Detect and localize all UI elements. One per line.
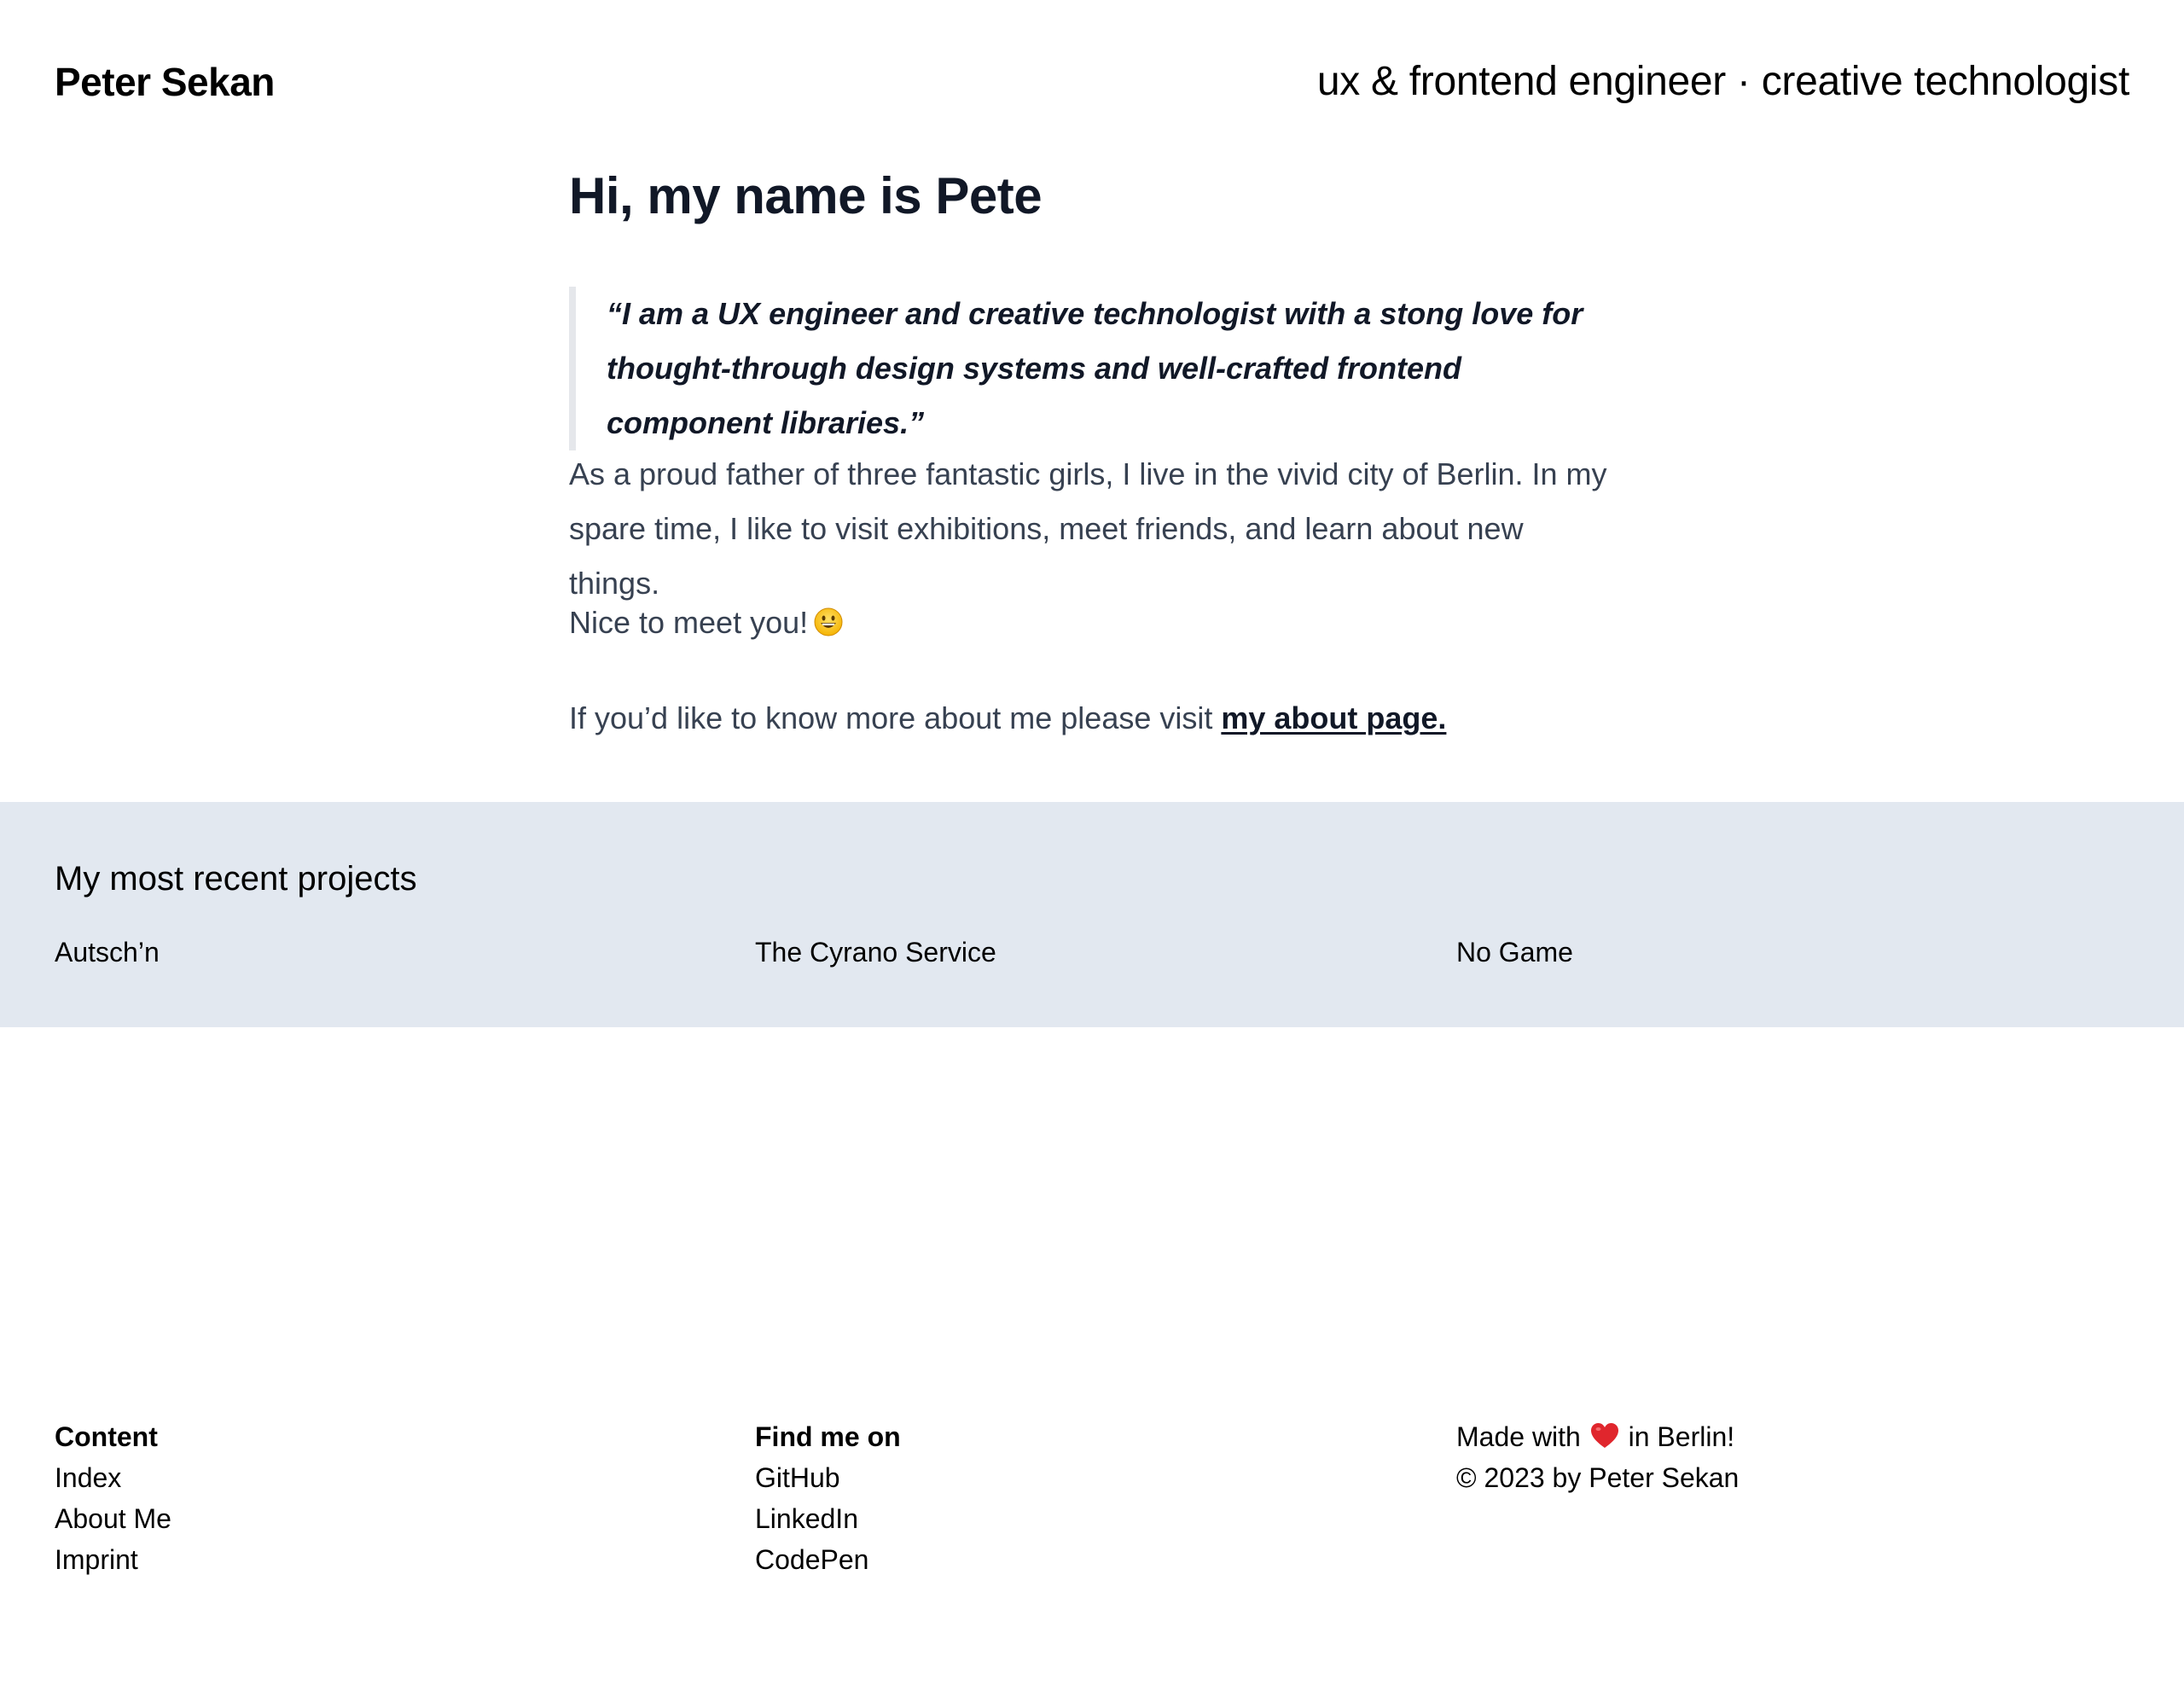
footer-find-me-column: [755, 1416, 901, 1580]
projects-heading: My most recent projects: [55, 860, 417, 898]
about-page-link[interactable]: my about page.: [1221, 700, 1447, 735]
about-paragraph-text: If you’d like to know more about me please visit: [569, 700, 1222, 735]
footer-find-me-heading: Find me on: [755, 1421, 901, 1452]
grinning-face-icon: [813, 607, 844, 637]
footer-link-codepen[interactable]: CodePen: [755, 1544, 869, 1575]
intro-quote: “I am a UX engineer and creative technologist with a stong love for thought-through design systems and well-crafted frontend component libraries.”: [569, 287, 1618, 450]
site-footer: [0, 1416, 2184, 1587]
about-paragraph: [569, 691, 1618, 746]
project-link-autschn[interactable]: Autsch’n: [55, 937, 160, 968]
site-title-link[interactable]: Peter Sekan: [55, 60, 275, 104]
greeting-paragraph: [569, 596, 1618, 650]
project-link-cyrano-service[interactable]: The Cyrano Service: [755, 937, 996, 968]
project-link-no-game[interactable]: No Game: [1456, 937, 1573, 968]
intro-section: [569, 162, 1618, 735]
footer-content-column: [55, 1416, 171, 1580]
footer-content-heading: Content: [55, 1421, 158, 1452]
made-with-suffix: in Berlin!: [1628, 1421, 1735, 1452]
footer-credits-column: [1456, 1416, 1739, 1498]
site-tagline: ux & frontend engineer · creative technologist: [1316, 59, 2129, 104]
intro-paragraph: As a proud father of three fantastic girls, I live in the vivid city of Berlin. In my spare time, I like to visit exhibitions, meet friends, and learn about new things.: [569, 456, 1607, 601]
site-header: [0, 0, 2184, 162]
greeting-text: Nice to meet you!: [569, 605, 809, 640]
footer-link-about-me[interactable]: About Me: [55, 1503, 171, 1534]
projects-section: [0, 802, 2184, 1027]
made-with-prefix: Made with: [1456, 1421, 1581, 1452]
footer-link-imprint[interactable]: Imprint: [55, 1544, 138, 1575]
made-with-line: [1456, 1416, 1739, 1457]
heart-icon: [1590, 1422, 1619, 1450]
footer-link-index[interactable]: Index: [55, 1462, 122, 1493]
footer-link-linkedin[interactable]: LinkedIn: [755, 1503, 858, 1534]
footer-link-github[interactable]: GitHub: [755, 1462, 840, 1493]
copyright-text: © 2023 by Peter Sekan: [1456, 1462, 1740, 1493]
page-heading: Hi, my name is Pete: [569, 167, 1043, 224]
